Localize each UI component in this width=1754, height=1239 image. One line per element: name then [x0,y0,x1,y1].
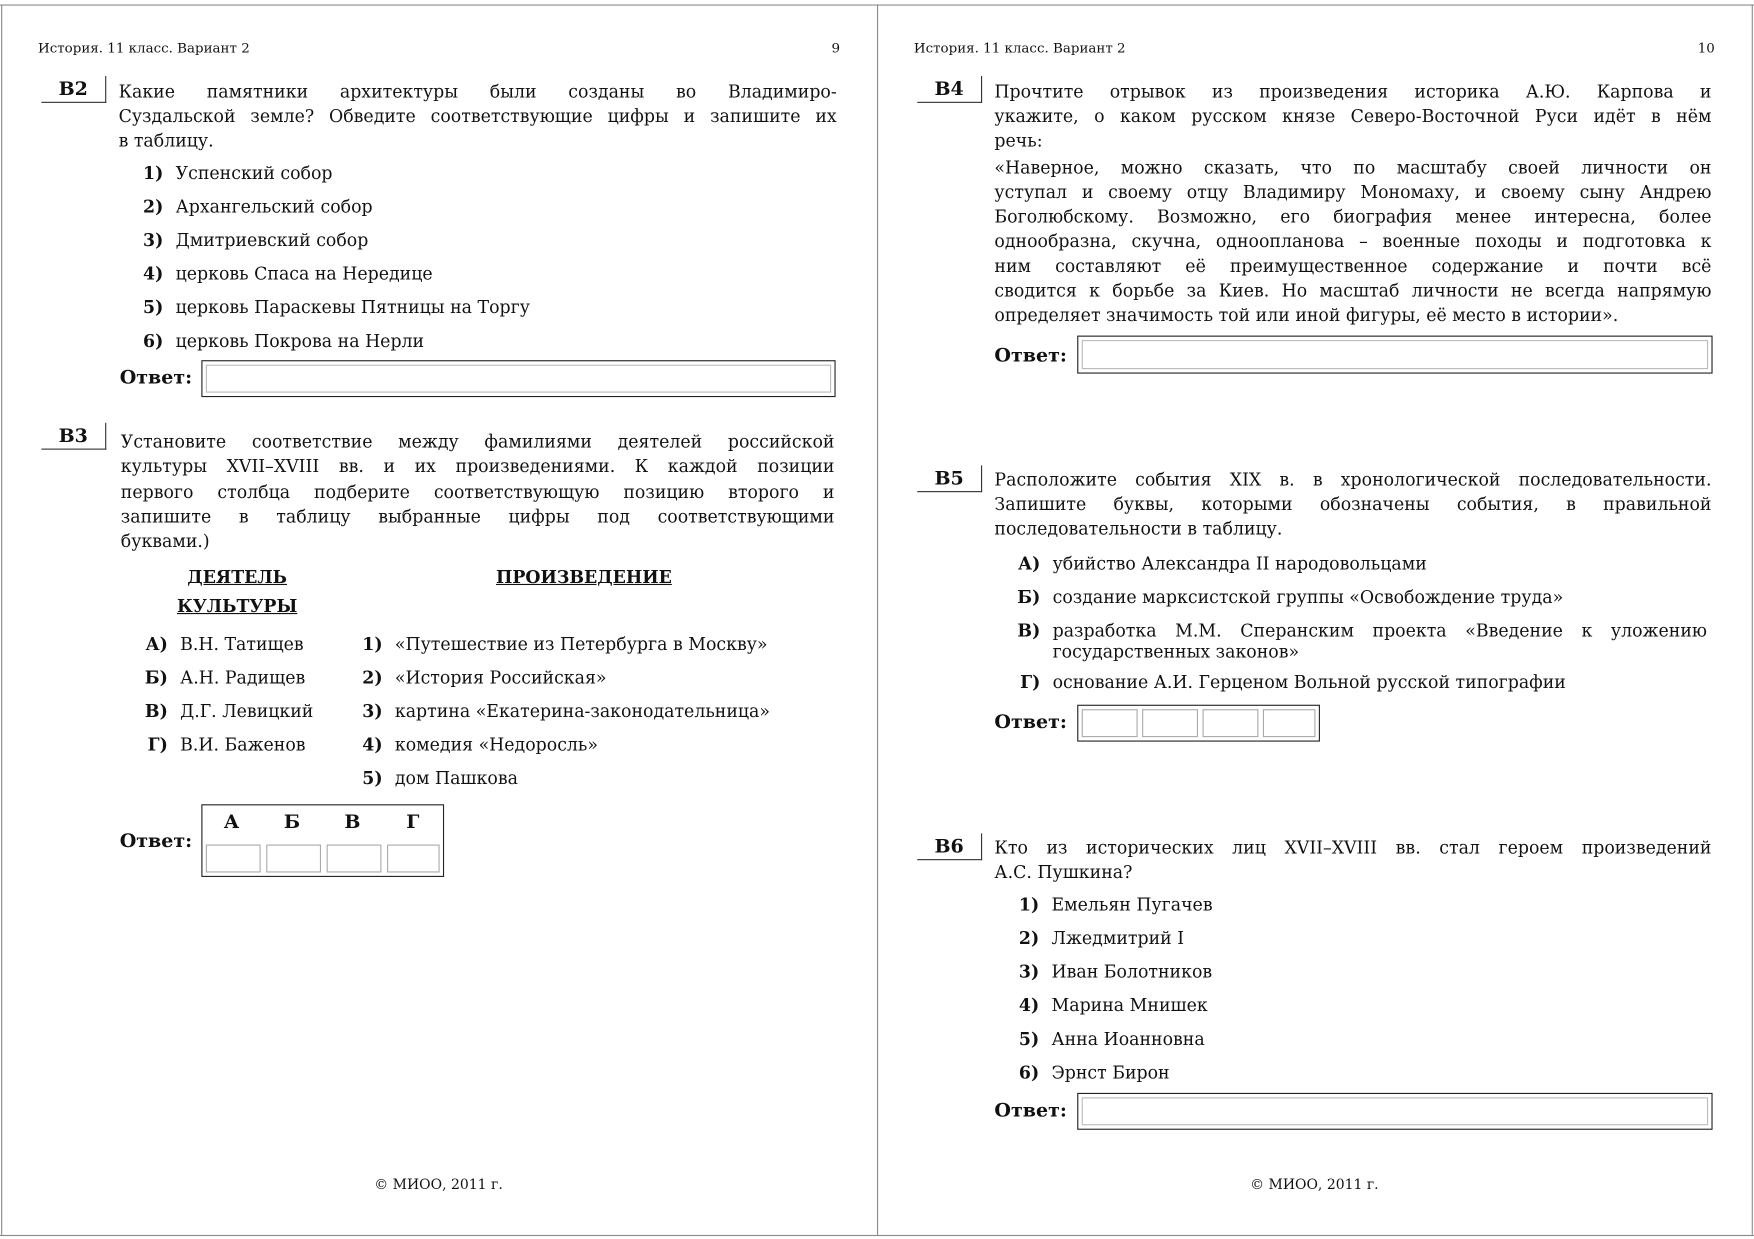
quote-line: Боголюбскому. Возможно, его биография менее интересна, более [994,206,1712,228]
work-text: картина «Екатерина-законодательница» [394,701,770,722]
answer-cell[interactable] [327,845,382,873]
page-number: 10 [1697,40,1715,56]
task-text-line: речь: [994,130,1043,152]
column-header-figure: КУЛЬТУРЫ [176,595,298,617]
work-number: 1) [362,633,383,655]
option-number: 4) [1018,994,1040,1016]
answer-label: Ответ: [119,366,193,390]
work-number: 3) [362,700,383,722]
answer-field[interactable] [1077,336,1712,374]
answer-cell[interactable] [266,845,321,873]
answer-column-header: А [223,810,240,834]
event-text: основание А.И. Герценом Вольной русской типографии [1052,672,1566,693]
option-text: Иван Болотников [1051,961,1213,983]
task-text-line: буквами.) [120,531,210,552]
task-text-line: первого столбца подберите соответствующую позицию второго и [120,482,835,503]
option-text: Анна Иоанновна [1051,1029,1205,1050]
answer-field-inner [206,365,831,393]
task-text-line: Кто из исторических лиц XVII–XVIII вв. стал героем произведений [994,837,1712,858]
answer-table [1077,705,1320,742]
option-number: 1) [143,162,164,184]
event-text-continued: государственных законов» [1052,642,1300,663]
quote-line: «Наверное, можно сказать, что по масштабу своей личности он [994,157,1712,178]
task-text-line: запишите в таблицу выбранные цифры под соответствующими [120,506,835,527]
option-number: 5) [1018,1027,1040,1050]
task-text-line: укажите, о каком русском князе Северо-Восточной Руси идёт в нём [994,106,1712,127]
option-text: церковь Параскевы Пятницы на Торгу [175,297,530,318]
figure-name: В.И. Баженов [180,734,306,756]
task-label: В3 [41,423,106,450]
option-number: 2) [143,195,164,218]
task-text-line: Суздальской земле? Обведите соответствующие цифры и запишите их [118,106,837,127]
task-text-line: А.С. Пушкина? [994,862,1133,883]
answer-label: Ответ: [994,344,1067,367]
option-text: Эрнст Бирон [1051,1062,1170,1083]
answer-field[interactable] [1077,1093,1712,1130]
task-label: В5 [917,465,982,492]
answer-field-inner [1082,1097,1708,1125]
answer-label: Ответ: [994,1099,1067,1122]
option-number: 4) [143,262,164,285]
task-text-line: последовательности в таблицу. [994,519,1283,540]
option-text: Успенский собор [175,163,333,184]
page-border-left [1,4,2,1234]
work-text: «История Российская» [394,667,607,688]
option-text: Дмитриевский собор [175,230,369,251]
figure-letter: Г) [147,733,168,756]
option-text: церковь Спаса на Нередице [175,263,433,285]
page-header: История. 11 класс. Вариант 2 [913,40,1126,56]
option-number: 2) [1018,927,1040,949]
task-text-line: Расположите события XIX в. в хронологической последовательности. [994,469,1712,490]
answer-cell[interactable] [1263,709,1316,737]
work-number: 4) [362,733,383,756]
answer-cell[interactable] [1082,709,1138,737]
option-number: 6) [1018,1061,1040,1083]
page-border-bottom [0,1235,1754,1236]
option-number: 6) [143,329,164,352]
quote-line: определяет значимость той или иной фигуры, её место в истории». [994,305,1619,326]
task-label: В6 [917,833,982,860]
task-text-line: Какие памятники архитектуры были созданы во Владимиро- [118,81,837,102]
answer-cell[interactable] [1142,709,1198,737]
event-letter: Б) [1017,586,1041,608]
event-text: убийство Александра II народовольцами [1052,553,1427,574]
answer-column-header: В [344,810,361,834]
option-number: 3) [1018,960,1040,983]
work-text: комедия «Недоросль» [394,734,598,756]
quote-line: ним составляют её преимущественное содержание и почти всё [994,256,1712,277]
answer-cell[interactable] [387,845,440,873]
answer-cell[interactable] [1202,709,1258,737]
figure-letter: А) [145,633,168,655]
answer-field-inner [1082,340,1708,369]
page-number: 9 [831,40,841,56]
page-footer: © МИОО, 2011 г. [374,1175,503,1193]
task-label: В4 [917,76,982,103]
option-number: 1) [1018,893,1040,916]
task-text-line: Установите соответствие между фамилиями деятелей российской [120,431,835,452]
task-text-line: культуры XVII–XVIII вв. и их произведениями. К каждой позиции [120,456,835,477]
work-text: «Путешествие из Петербурга в Москву» [394,634,768,655]
option-text: Лжедмитрий I [1051,928,1185,949]
answer-table [201,804,444,877]
work-number: 5) [362,767,383,789]
task-text-line: Запишите буквы, которыми обозначены события, в правильной [994,494,1712,515]
quote-line: уступал и своему отцу Владимиру Мономаху, и своему сыну Андрею [994,182,1712,203]
page-footer: © МИОО, 2011 г. [1250,1175,1379,1193]
quote-line: сводится к борьбе за Киев. Но масштаб личности не всегда напрямую [994,280,1712,301]
answer-label: Ответ: [119,830,193,853]
event-letter: А) [1017,552,1041,574]
quote-line: однообразна, скучна, одноопланова – военные походы и подготовка к [994,231,1712,252]
option-number: 5) [143,296,164,318]
option-text: Емельян Пугачев [1051,894,1213,916]
page-header: История. 11 класс. Вариант 2 [38,40,250,56]
option-text: Архангельский собор [175,196,373,218]
event-letter: Г) [1020,671,1041,693]
figure-name: Д.Г. Левицкий [180,701,314,722]
figure-letter: В) [144,700,168,722]
option-text: Марина Мнишек [1051,995,1208,1016]
page-divider [877,4,878,1234]
task-label: В2 [41,76,106,103]
answer-label: Ответ: [994,711,1067,734]
task-text-line: в таблицу. [118,130,214,152]
answer-column-header: Г [406,810,420,834]
option-text: церковь Покрова на Нерли [175,331,425,352]
figure-name: В.Н. Татищев [180,634,304,655]
column-header-figure: ДЕЯТЕЛЬ [187,566,287,588]
figure-letter: Б) [144,666,168,688]
answer-column-header: Б [283,810,301,834]
event-letter: В) [1017,619,1041,641]
event-text: разработка М.М. Сперанским проекта «Введение к уложению [1052,620,1707,641]
work-number: 2) [362,666,383,688]
figure-name: А.Н. Радищев [180,667,306,688]
task-text-line: Прочтите отрывок из произведения историка А.Ю. Карпова и [994,81,1712,102]
option-number: 3) [143,229,164,251]
answer-field[interactable] [201,360,835,397]
work-text: дом Пашкова [394,768,518,789]
page-border-right [1752,4,1753,1234]
answer-cell[interactable] [206,845,261,873]
event-text: создание марксистской группы «Освобождение труда» [1052,587,1564,608]
column-header-work: ПРОИЗВЕДЕНИЕ [495,566,672,588]
